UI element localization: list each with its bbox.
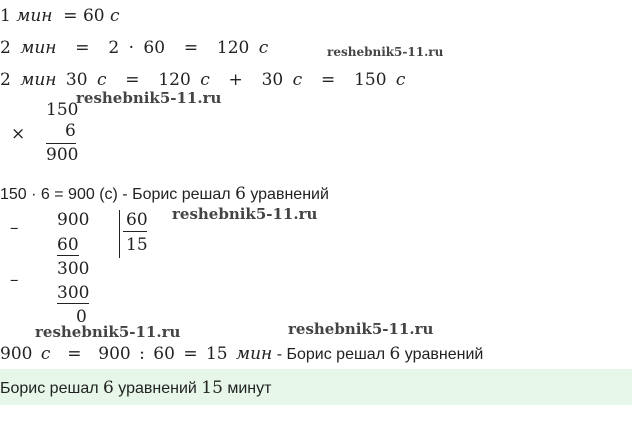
unit-minutes: мин [20, 70, 57, 90]
value: 120 [158, 70, 191, 90]
subtrahend-value: 300 [57, 283, 90, 303]
remainder-1: 300 [57, 259, 90, 279]
expression: 150 · 6 = 900 (с) [0, 186, 118, 203]
answer-text [0, 378, 271, 398]
subtrahend-1 [57, 235, 79, 255]
answer-part: минут [222, 380, 272, 397]
value: 60 [153, 344, 175, 364]
quotient: 15 [126, 235, 148, 255]
sentence-text: - Борис решал [272, 346, 390, 363]
value: 60 [82, 6, 105, 26]
number: 30 [65, 70, 88, 90]
unit-seconds: с [395, 70, 406, 90]
answer-part: Борис решал [0, 380, 103, 397]
plus-sign: + [228, 70, 243, 90]
result-sentence-2 [0, 344, 483, 364]
unit-seconds: с [258, 38, 269, 58]
equals-sign: = [321, 70, 336, 90]
factor: 2 [108, 38, 120, 58]
sentence-text: - Борис решал [117, 186, 236, 203]
multiply-dot: · [128, 38, 134, 58]
watermark: reshebnik5-11.ru [76, 89, 222, 107]
sentence-text: уравнений [245, 186, 329, 203]
equation-line-3 [0, 70, 405, 90]
number: 2 [0, 38, 11, 58]
number: 6 [235, 184, 246, 204]
mult-top-operand: 150 [46, 100, 79, 120]
unit-minutes: мин [16, 6, 53, 26]
watermark: reshebnik5-11.ru [327, 45, 444, 59]
value: 30 [261, 70, 284, 90]
division-vertical-bar [119, 210, 120, 258]
minus-sign: – [10, 270, 19, 290]
factor: 60 [143, 38, 166, 58]
watermark: reshebnik5-11.ru [172, 205, 318, 223]
sentence-text: уравнений [400, 346, 484, 363]
equals-sign: = [183, 344, 198, 364]
multiply-sign: × [11, 124, 26, 144]
number: 6 [389, 344, 401, 364]
watermark: reshebnik5-11.ru [35, 323, 181, 341]
value: 900 [0, 344, 33, 364]
subtrahend-value: 60 [57, 235, 79, 255]
divide-sign: : [139, 344, 145, 364]
mult-result: 900 [46, 145, 79, 165]
answer-part: уравнений [113, 380, 202, 397]
equation-line-1 [0, 6, 120, 26]
equals-sign: = [75, 38, 90, 58]
equation-line-2 [0, 38, 268, 58]
number: 1 [0, 6, 11, 26]
unit-seconds: с [110, 6, 120, 26]
unit-seconds: с [292, 70, 303, 90]
number: 2 [0, 70, 11, 90]
value: 120 [216, 38, 250, 58]
remainder-2: 0 [76, 307, 87, 327]
watermark: reshebnik5-11.ru [288, 320, 434, 338]
value: 15 [205, 344, 228, 364]
divisor: 60 [126, 210, 148, 230]
minus-sign: – [10, 218, 19, 238]
equals-sign: = [63, 6, 78, 26]
result-sentence-1 [0, 184, 329, 204]
mult-result-line [46, 143, 76, 144]
unit-seconds: с [96, 70, 107, 90]
divisor-underline [123, 231, 147, 232]
equals-sign: = [67, 344, 82, 364]
value: 900 [98, 344, 131, 364]
dividend: 900 [57, 210, 90, 230]
subtrahend-2 [57, 283, 89, 303]
equals-sign: = [125, 70, 140, 90]
unit-minutes: мин [20, 38, 57, 58]
unit-minutes: мин [236, 344, 273, 364]
value: 150 [354, 70, 387, 90]
number: 6 [103, 378, 114, 398]
unit-seconds: с [40, 344, 51, 364]
equals-sign: = [183, 38, 199, 58]
unit-seconds: с [200, 70, 210, 90]
number: 15 [201, 378, 223, 398]
mult-second-operand: 6 [65, 121, 76, 141]
